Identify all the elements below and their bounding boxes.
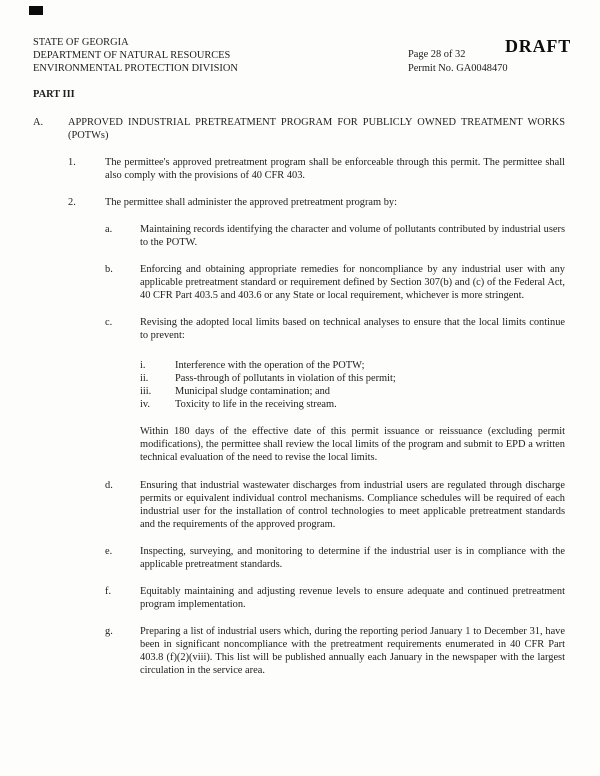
item-label: 2. [68,197,76,208]
list-item-g [105,625,565,677]
item-label: e. [105,546,113,557]
item-text: Preparing a list of industrial users which, during the reporting period January 1 to December 31, have been in significant noncompliance with the pretreatment requirements enumerated in 40 CFR Part 403.8 (f)(2)(viii). This list will be published annually each January in the newspaper with the largest circulation in the service area. [140,626,565,676]
draft-watermark: DRAFT [505,36,571,56]
roman-list [140,359,565,411]
list-item-f [105,585,565,611]
item-text: Ensuring that industrial wastewater discharges from industrial users are regulated through discharge permits or equivalent individual control mechanisms. Compliance schedules will be required of each industrial user for the installation of control technologies to meet applicable pretreatment standards and the requirements of the approved program. [140,480,565,530]
list-item-c [105,316,565,342]
item-text: Toxicity to life in the receiving stream. [175,399,337,410]
page-number: Page 28 of 32 [408,49,466,60]
section-a-title: APPROVED INDUSTRIAL PRETREATMENT PROGRAM FOR PUBLICLY OWNED TREATMENT WORKS (POTWs) [68,117,565,141]
section-a-label: A. [33,117,44,128]
item-label: f. [105,586,112,597]
item-text: Municipal sludge contamination; and [175,386,330,397]
part-heading: PART III [33,89,75,100]
list-item-iv [140,398,565,411]
section-a [33,116,565,142]
item-label: 1. [68,157,76,168]
item-label: c. [105,317,113,328]
item-text: Revising the adopted local limits based on technical analyses to ensure that the local limits continue to prevent: [140,317,565,341]
item-text: Interference with the operation of the POTW; [175,360,365,371]
item-text: Maintaining records identifying the character and volume of pollutants contributed by industrial users to the POTW. [140,224,565,248]
item-label: b. [105,264,113,275]
list-item-1 [68,156,565,182]
item-text: Enforcing and obtaining appropriate remedies for noncompliance by any industrial user with any applicable pretreatment standard or requirement defined by Section 307(b) and (c) of the Federal Act, 40 CFR Part 403.5 and 403.6 or any State or local requirement, whichever is more stringent. [140,264,565,301]
list-item-d [105,479,565,531]
item-text: The permittee shall administer the approved pretreatment program by: [105,197,397,208]
item-label: a. [105,224,113,235]
agency-line-department: DEPARTMENT OF NATURAL RESOURCES [33,50,231,61]
permit-number: Permit No. GA0048470 [408,63,508,74]
item-label: iv. [140,399,151,410]
list-item-e [105,545,565,571]
list-item-2 [68,196,565,209]
agency-line-state: STATE OF GEORGIA [33,37,129,48]
item-text: Inspecting, surveying, and monitoring to determine if the industrial user is in compliance with the applicable pretreatment standards. [140,546,565,570]
item-c-continuation: Within 180 days of the effective date of this permit issuance or reissuance (excluding permit modifications), the permittee shall review the local limits of the program and submit to EPD a written technical evaluation of the need to revise the local limits. [140,426,565,463]
item-text: Equitably maintaining and adjusting revenue levels to ensure adequate and continued pretreatment program implementation. [140,586,565,610]
agency-block [33,36,238,75]
scan-artifact-mark [29,6,43,15]
list-item-ii [140,372,565,385]
list-item-iii [140,385,565,398]
list-item-a [105,223,565,249]
item-label: d. [105,480,113,491]
agency-line-division: ENVIRONMENTAL PROTECTION DIVISION [33,63,238,74]
list-item-i [140,359,565,372]
item-label: iii. [140,386,152,397]
item-text: Pass-through of pollutants in violation of this permit; [175,373,396,384]
item-label: g. [105,626,113,637]
item-label: i. [140,360,146,371]
item-label: ii. [140,373,149,384]
item-text: The permittee's approved pretreatment program shall be enforceable through this permit. The permittee shall also comply with the provisions of 40 CFR 403. [105,157,565,181]
list-item-b [105,263,565,302]
